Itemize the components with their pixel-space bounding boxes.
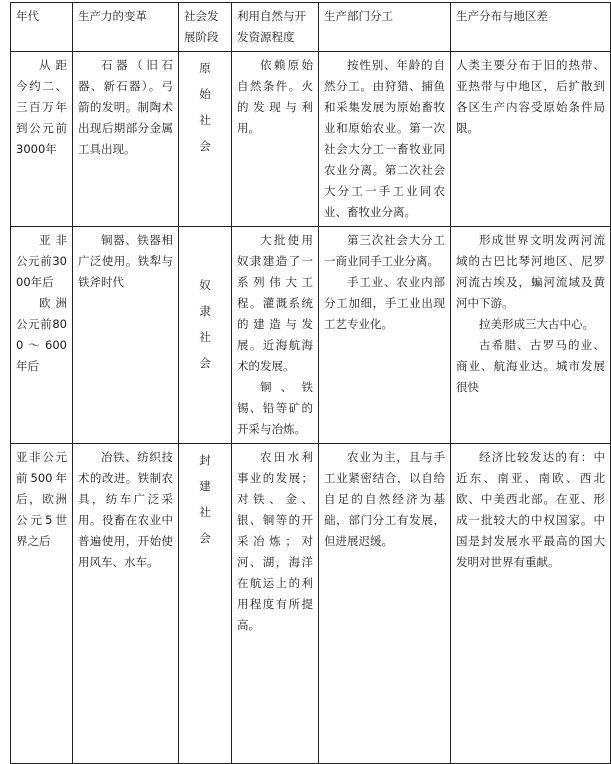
stage-char: 社 [199, 505, 211, 519]
table-row [11, 227, 611, 444]
stage-char: 封 [199, 453, 211, 467]
header-era: 年代 [11, 3, 73, 52]
stage-char: 建 [199, 479, 211, 493]
header-division: 生产部门分工 [319, 3, 451, 52]
resources-cell [232, 227, 319, 444]
productivity-text: 冶铁、纺织技术的改进。铁制农具，纺车广泛采用。役畜在农业中普遍使用，开始使用风车、水车。 [78, 450, 173, 569]
header-row [11, 3, 611, 52]
distribution-cell [451, 444, 611, 764]
table-row [11, 444, 611, 764]
era-text: 亚非公元前500年后，欧洲公元5世界之后 [16, 450, 67, 548]
distribution-text: 拉美形成三大古中心。 [479, 317, 594, 331]
header-resources: 利用自然与开发资源程度 [232, 3, 319, 52]
header-productivity: 生产力的变革 [73, 3, 179, 52]
stage-char: 会 [199, 139, 211, 153]
productivity-cell [73, 52, 179, 227]
era-text: 亚非公元前3000年后 [16, 233, 67, 289]
stage-char: 会 [199, 356, 211, 370]
stage-cell [179, 227, 232, 444]
productivity-cell [73, 444, 179, 764]
stage-char: 隶 [199, 304, 211, 318]
history-table [10, 2, 611, 764]
division-cell [319, 52, 451, 227]
resources-text: 农田水利事业的发展；对铁、金、银、铜等的开采冶炼；对河、湖，海洋在航运上的利用程度有所提高。 [237, 450, 313, 632]
division-text: 农业为主，且与手工业紧密结合，以自给自足的自然经济为基础，部门分工有发展，但进展迟缓。 [324, 450, 445, 548]
distribution-text: 古希腊、古罗马的业、商业、航海业达。城市发展很快 [456, 338, 605, 394]
stage-char: 奴 [199, 278, 211, 292]
stage-cell [179, 444, 232, 764]
stage-char: 社 [199, 113, 211, 127]
header-distribution: 生产分布与地区差 [451, 3, 611, 52]
era-text: 欧洲公元前800～600年后 [16, 296, 67, 373]
resources-text: 大批使用奴隶建造了一系列伟大工程。灌溉系统的建造与发展。近海航海术的发展。 [237, 233, 313, 373]
distribution-cell [451, 52, 611, 227]
distribution-cell [451, 227, 611, 444]
stage-char: 原 [199, 61, 211, 75]
division-cell [319, 444, 451, 764]
division-text: 第三次社会大分工一商业同手工业分离。 [324, 233, 445, 268]
era-cell [11, 52, 73, 227]
era-cell [11, 227, 73, 444]
resources-text: 铜、铁锡、铅等矿的开采与冶炼。 [237, 380, 313, 436]
era-cell [11, 444, 73, 764]
resources-text: 依赖原始自然条件。火的发现与利用。 [237, 58, 313, 135]
division-text: 按性别、年龄的自然分工。由狩猎、捕鱼和采集发展为原始畜牧业和原始农业。第一次社会大分工一畜牧业同农业分离。第二次社会大分工一手工业同农业、畜牧业分离。 [324, 58, 445, 219]
productivity-cell [73, 227, 179, 444]
stage-char: 社 [199, 330, 211, 344]
stage-cell [179, 52, 232, 227]
productivity-text: 石器（旧石器、新石器）。弓箭的发明。制陶术出现后期部分金属工具出现。 [78, 58, 173, 156]
division-cell [319, 227, 451, 444]
distribution-text: 形成世界文明发两河流域的古巴比琴河地区、尼罗河流古埃及，蝙河流域及黄河中下游。 [456, 233, 605, 310]
era-text: 从距今约二、三百万年到公元前3000年 [16, 58, 67, 156]
productivity-text: 铜器、铁器相广泛使用。铁犁与铁斧时代 [78, 233, 173, 289]
stage-char: 会 [199, 531, 211, 545]
stage-char: 始 [199, 87, 211, 101]
resources-cell [232, 52, 319, 227]
header-stage: 社会发展阶段 [179, 3, 232, 52]
division-text: 手工业、农业内部分工加细，手工业出现工艺专业化。 [324, 275, 445, 331]
table-row [11, 52, 611, 227]
distribution-text: 人类主要分布于旧的热带、亚热带与中地区，后扩散到各区生产内容受原始条件局限。 [456, 58, 605, 135]
resources-cell [232, 444, 319, 764]
distribution-text: 经济比较发达的有：中近东、南亚、南欧、西北欧、中美西北部。在亚、形成一批较大的中权国家。中国是封发展水平最高的国大发明对世界有重献。 [456, 450, 605, 569]
